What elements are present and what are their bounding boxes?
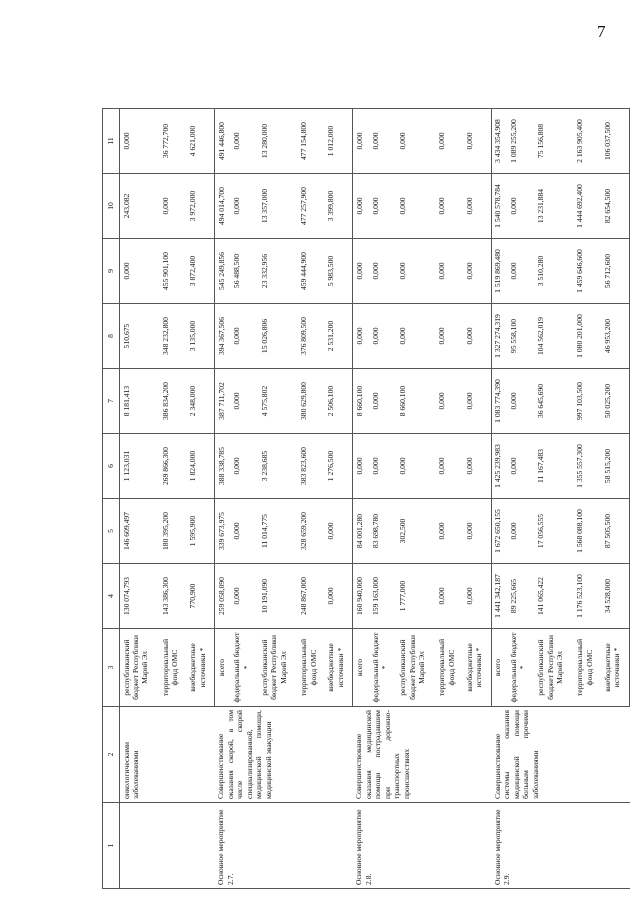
amount-cell: 0,000	[436, 499, 463, 564]
amount-cell: 3 972,000	[187, 174, 215, 239]
amount-cell: 1 824,000	[187, 434, 215, 499]
col-header: 2	[103, 707, 120, 803]
amount-cell: 2 348,000	[187, 369, 215, 434]
amount-cell: 58 515,200	[601, 434, 629, 499]
amount-cell: 394 367,506	[215, 304, 231, 369]
amount-cell: 0,000	[463, 239, 491, 304]
amount-cell: 494 014,700	[215, 174, 231, 239]
col-header: 8	[103, 304, 120, 369]
funding-source-cell: федеральный бюджет *	[231, 629, 258, 707]
amount-cell: 13 280,000	[258, 109, 297, 174]
amount-cell: 1 355 557,300	[574, 434, 601, 499]
amount-cell: 510,675	[120, 304, 160, 369]
amount-cell: 1 176 523,100	[574, 564, 601, 629]
amount-cell: 17 056,555	[535, 499, 574, 564]
amount-cell: 1 540 578,784	[491, 174, 507, 239]
amount-cell: 0,000	[369, 434, 396, 499]
amount-cell: 1 080 201,000	[574, 304, 601, 369]
amount-cell: 0,000	[325, 564, 353, 629]
amount-cell: 0,000	[507, 239, 534, 304]
amount-cell: 259 058,090	[215, 564, 231, 629]
rotated-table-wrapper	[102, 109, 630, 889]
amount-cell: 302,500	[397, 499, 436, 564]
amount-cell: 545 249,856	[215, 239, 231, 304]
funding-source-cell: всего	[491, 629, 507, 707]
amount-cell: 0,000	[159, 174, 186, 239]
amount-cell: 1 327 274,319	[491, 304, 507, 369]
amount-cell: 0,000	[436, 174, 463, 239]
amount-cell: 770,900	[187, 564, 215, 629]
amount-cell: 46 953,200	[601, 304, 629, 369]
amount-cell: 0,000	[463, 109, 491, 174]
col-header: 9	[103, 239, 120, 304]
event-name-cell: Основное мероприятие 2.9.	[491, 803, 629, 889]
page-number: 7	[597, 22, 606, 41]
amount-cell: 387 711,702	[215, 369, 231, 434]
funding-source-cell: федеральный бюджет *	[369, 629, 396, 707]
amount-cell: 95 558,100	[507, 304, 534, 369]
amount-cell: 160 940,000	[353, 564, 369, 629]
amount-cell: 143 386,300	[159, 564, 186, 629]
amount-cell: 0,000	[353, 109, 369, 174]
amount-cell: 0,000	[463, 564, 491, 629]
amount-cell: 0,000	[369, 109, 396, 174]
amount-cell: 13 231,884	[535, 174, 574, 239]
amount-cell: 50 025,200	[601, 369, 629, 434]
amount-cell: 1 519 869,480	[491, 239, 507, 304]
amount-cell: 10 191,090	[258, 564, 297, 629]
amount-cell: 1 595,900	[187, 499, 215, 564]
amount-cell: 0,000	[353, 239, 369, 304]
amount-cell: 269 866,300	[159, 434, 186, 499]
amount-cell: 0,000	[397, 109, 436, 174]
amount-cell: 5 983,500	[325, 239, 353, 304]
amount-cell: 388 338,785	[215, 434, 231, 499]
funding-source-cell: внебюджетные источники *	[187, 629, 215, 707]
amount-cell: 339 673,975	[215, 499, 231, 564]
funding-source-cell: всего	[215, 629, 231, 707]
amount-cell: 141 065,422	[535, 564, 574, 629]
amount-cell: 8 660,100	[397, 369, 436, 434]
funding-source-cell: республиканский бюджет Республики Марий Эл	[535, 629, 574, 707]
amount-cell: 248 867,000	[298, 564, 325, 629]
amount-cell: 3 434 354,908	[491, 109, 507, 174]
amount-cell: 89 225,665	[507, 564, 534, 629]
amount-cell: 0,000	[369, 304, 396, 369]
amount-cell: 0,000	[353, 434, 369, 499]
amount-cell: 0,000	[231, 109, 258, 174]
amount-cell: 348 232,800	[159, 304, 186, 369]
amount-cell: 3 399,800	[325, 174, 353, 239]
amount-cell: 1 083 774,390	[491, 369, 507, 434]
col-header: 5	[103, 499, 120, 564]
amount-cell: 0,000	[397, 434, 436, 499]
amount-cell: 56 488,500	[231, 239, 258, 304]
funding-source-cell: территориальный фонд ОМС	[159, 629, 186, 707]
funding-source-cell: территориальный фонд ОМС	[436, 629, 463, 707]
amount-cell: 0,000	[507, 499, 534, 564]
funding-source-cell: внебюджетные источники *	[601, 629, 629, 707]
amount-cell: 3 238,685	[258, 434, 297, 499]
amount-cell: 1 459 646,600	[574, 239, 601, 304]
event-name-cell: Основное мероприятие 2.7.	[215, 803, 353, 889]
amount-cell: 0,000	[436, 304, 463, 369]
amount-cell: 0,000	[369, 239, 396, 304]
amount-cell: 8 181,413	[120, 369, 160, 434]
funding-source-cell: внебюджетные источники *	[463, 629, 491, 707]
amount-cell: 0,000	[507, 434, 534, 499]
amount-cell: 0,000	[397, 174, 436, 239]
amount-cell: 23 332,956	[258, 239, 297, 304]
table-row	[215, 109, 231, 889]
amount-cell: 0,000	[120, 109, 160, 174]
amount-cell: 180 395,200	[159, 499, 186, 564]
amount-cell: 4 621,000	[187, 109, 215, 174]
amount-cell: 56 712,600	[601, 239, 629, 304]
amount-cell: 106 037,500	[601, 109, 629, 174]
amount-cell: 82 654,500	[601, 174, 629, 239]
amount-cell: 0,000	[231, 499, 258, 564]
col-header: 7	[103, 369, 120, 434]
header-row	[103, 109, 120, 889]
event-description-cell: онкологическими заболеваниями	[120, 707, 215, 803]
amount-cell: 1 012,000	[325, 109, 353, 174]
col-header: 1	[103, 803, 120, 889]
amount-cell: 0,000	[436, 369, 463, 434]
amount-cell: 0,000	[369, 174, 396, 239]
amount-cell: 0,000	[231, 564, 258, 629]
amount-cell: 8 660,100	[353, 369, 369, 434]
funding-source-cell: республиканский бюджет Республики Марий Эл	[258, 629, 297, 707]
amount-cell: 3 872,400	[187, 239, 215, 304]
amount-cell: 0,000	[120, 239, 160, 304]
amount-cell: 4 575,802	[258, 369, 297, 434]
amount-cell: 3 510,280	[535, 239, 574, 304]
amount-cell: 159 163,000	[369, 564, 396, 629]
event-description-cell: Совершенствование оказания медицинской помощи пострадавшим при дорожно-транспортных происшествиях	[353, 707, 491, 803]
amount-cell: 386 834,200	[159, 369, 186, 434]
event-description-cell: Совершенствование оказания скорой, в том числе скорой специализированной, медицинской помощи, медицинской эвакуации	[215, 707, 353, 803]
table-row	[353, 109, 369, 889]
amount-cell: 1 425 239,983	[491, 434, 507, 499]
amount-cell: 0,000	[463, 499, 491, 564]
amount-cell: 34 528,000	[601, 564, 629, 629]
amount-cell: 376 809,500	[298, 304, 325, 369]
amount-cell: 0,000	[463, 434, 491, 499]
amount-cell: 477 154,800	[298, 109, 325, 174]
amount-cell: 0,000	[325, 499, 353, 564]
funding-source-cell: территориальный фонд ОМС	[574, 629, 601, 707]
col-header: 6	[103, 434, 120, 499]
amount-cell: 75 156,808	[535, 109, 574, 174]
event-name-cell: Основное мероприятие 2.8.	[353, 803, 491, 889]
amount-cell: 0,000	[231, 369, 258, 434]
col-header: 3	[103, 629, 120, 707]
amount-cell: 0,000	[436, 109, 463, 174]
funding-source-cell: республиканский бюджет Республики Марий Эл	[397, 629, 436, 707]
amount-cell: 2 531,200	[325, 304, 353, 369]
amount-cell: 130 074,793	[120, 564, 160, 629]
event-name-cell	[120, 803, 215, 889]
amount-cell: 0,000	[463, 304, 491, 369]
amount-cell: 243,082	[120, 174, 160, 239]
funding-source-cell: федеральный бюджет *	[507, 629, 534, 707]
event-description-cell: Совершенствование системы оказания медицинской помощи больным прочими заболеваниями	[491, 707, 629, 803]
amount-cell: 0,000	[436, 564, 463, 629]
amount-cell: 13 357,000	[258, 174, 297, 239]
amount-cell: 477 257,900	[298, 174, 325, 239]
amount-cell: 36 772,700	[159, 109, 186, 174]
table-row	[491, 109, 507, 889]
amount-cell: 0,000	[436, 239, 463, 304]
amount-cell: 3 135,000	[187, 304, 215, 369]
amount-cell: 380 629,800	[298, 369, 325, 434]
amount-cell: 0,000	[231, 304, 258, 369]
amount-cell: 11 014,775	[258, 499, 297, 564]
amount-cell: 383 823,600	[298, 434, 325, 499]
amount-cell: 1 123,031	[120, 434, 160, 499]
amount-cell: 0,000	[353, 174, 369, 239]
amount-cell: 0,000	[231, 174, 258, 239]
amount-cell: 146 609,497	[120, 499, 160, 564]
amount-cell: 104 562,019	[535, 304, 574, 369]
funding-source-cell: республиканский бюджет Республики Марий Эл	[120, 629, 160, 707]
amount-cell: 83 698,780	[369, 499, 396, 564]
amount-cell: 36 645,690	[535, 369, 574, 434]
amount-cell: 84 001,280	[353, 499, 369, 564]
funding-source-cell: территориальный фонд ОМС	[298, 629, 325, 707]
amount-cell: 2 506,100	[325, 369, 353, 434]
amount-cell: 1 276,500	[325, 434, 353, 499]
amount-cell: 328 659,200	[298, 499, 325, 564]
amount-cell: 455 901,100	[159, 239, 186, 304]
funding-source-cell: внебюджетные источники *	[325, 629, 353, 707]
col-header: 10	[103, 174, 120, 239]
amount-cell: 0,000	[436, 434, 463, 499]
amount-cell: 459 444,900	[298, 239, 325, 304]
col-header: 11	[103, 109, 120, 174]
table-body	[120, 109, 630, 889]
amount-cell: 0,000	[463, 369, 491, 434]
funding-source-cell: всего	[353, 629, 369, 707]
col-header: 4	[103, 564, 120, 629]
amount-cell: 2 163 905,400	[574, 109, 601, 174]
amount-cell: 1 568 088,100	[574, 499, 601, 564]
amount-cell: 0,000	[463, 174, 491, 239]
amount-cell: 0,000	[397, 304, 436, 369]
amount-cell: 15 026,806	[258, 304, 297, 369]
budget-table	[102, 108, 630, 889]
amount-cell: 0,000	[231, 434, 258, 499]
amount-cell: 0,000	[353, 304, 369, 369]
amount-cell: 1 777,000	[397, 564, 436, 629]
amount-cell: 1 089 255,200	[507, 109, 534, 174]
amount-cell: 1 672 650,155	[491, 499, 507, 564]
amount-cell: 1 441 342,187	[491, 564, 507, 629]
amount-cell: 491 446,800	[215, 109, 231, 174]
amount-cell: 0,000	[369, 369, 396, 434]
amount-cell: 997 103,500	[574, 369, 601, 434]
amount-cell: 0,000	[397, 239, 436, 304]
table-row	[120, 109, 160, 889]
amount-cell: 0,000	[507, 369, 534, 434]
amount-cell: 0,000	[507, 174, 534, 239]
amount-cell: 11 167,483	[535, 434, 574, 499]
amount-cell: 1 444 692,400	[574, 174, 601, 239]
amount-cell: 87 505,500	[601, 499, 629, 564]
